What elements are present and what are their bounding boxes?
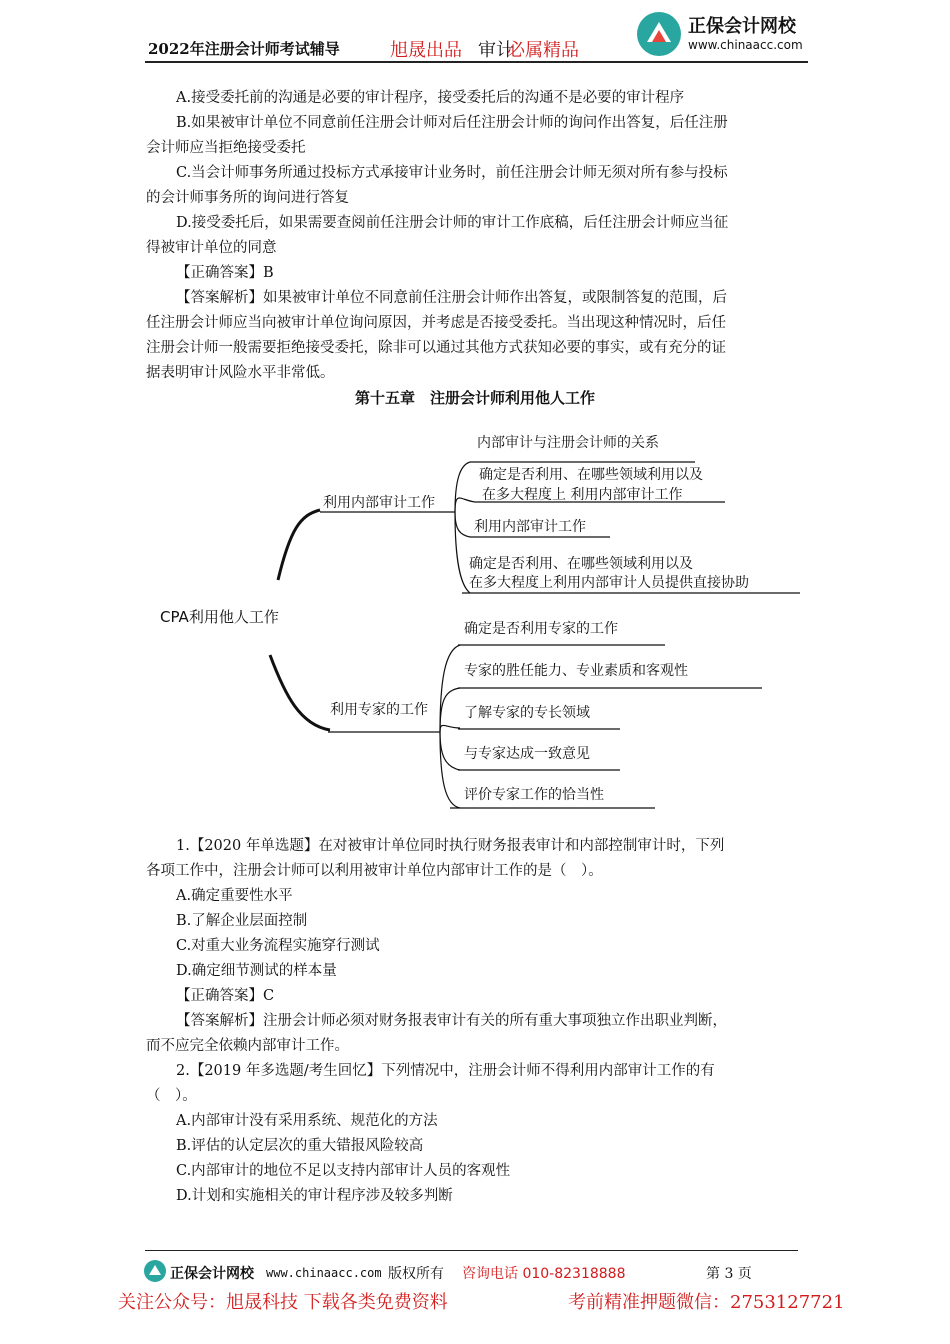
q2-option-d: D.计划和实施相关的审计程序涉及较多判断 [176, 1188, 453, 1204]
mindmap-root: CPA利用他人工作 [160, 608, 279, 626]
mindmap-branch-internal-audit: 利用内部审计工作 [323, 495, 435, 511]
option-d-line1: D.接受委托后，如果需要查阅前任注册会计师的审计工作底稿，后任注册会计师应当征 [176, 215, 729, 231]
header-brand-2: 必属精品 [507, 40, 579, 61]
footer-hotline: 咨询电话 010-82318888 [462, 1266, 626, 1282]
option-b-line1: B.如果被审计单位不同意前任注册会计师对后任注册会计师的询问作出答复，后任注册 [176, 115, 728, 131]
school-logo-icon [637, 12, 681, 56]
q1-explanation-line2: 而不应完全依赖内部审计工作。 [146, 1038, 349, 1054]
mindmap-node: 确定是否利用、在哪些领域利用以及 [469, 556, 693, 572]
q2-stem-line2: （ ）。 [146, 1088, 197, 1104]
footer-logo-icon [144, 1260, 166, 1282]
explanation-line4: 据表明审计风险水平非常低。 [146, 365, 335, 381]
option-b-line2: 会计师应当拒绝接受委托 [146, 140, 306, 156]
option-d-line2: 得被审计单位的同意 [146, 240, 277, 256]
mindmap-node: 评价专家工作的恰当性 [464, 787, 604, 803]
q1-explanation-line1: 【答案解析】注册会计师必须对财务报表审计有关的所有重大事项独立作出职业判断， [176, 1013, 727, 1029]
mindmap-node: 在多大程度上利用内部审计人员提供直接协助 [469, 575, 749, 591]
mindmap-node: 确定是否利用、在哪些领域利用以及 [479, 467, 703, 483]
header-divider [145, 61, 808, 63]
q2-option-b: B.评估的认定层次的重大错报风险较高 [176, 1138, 424, 1154]
q1-stem-line2: 各项工作中，注册会计师可以利用被审计单位内部审计工作的是（ ）。 [146, 863, 603, 879]
school-name: 正保会计网校 [688, 16, 796, 37]
header-title: 2022年注册会计师考试辅导 [148, 40, 340, 58]
footer-school: 正保会计网校 [170, 1266, 254, 1282]
page-number: 第 3 页 [706, 1266, 752, 1282]
explanation-line1: 【答案解析】如果被审计单位不同意前任注册会计师作出答复，或限制答复的范围，后 [176, 290, 727, 306]
q1-option-a: A.确定重要性水平 [176, 888, 293, 904]
q1-option-c: C.对重大业务流程实施穿行测试 [176, 938, 380, 954]
q1-option-d: D.确定细节测试的样本量 [176, 963, 337, 979]
explanation-line3: 注册会计师一般需要拒绝接受委托，除非可以通过其他方式获知必要的事实，或有充分的证 [146, 340, 726, 356]
q2-option-a: A.内部审计没有采用系统、规范化的方法 [176, 1113, 438, 1129]
mindmap-node: 专家的胜任能力、专业素质和客观性 [464, 663, 688, 679]
mindmap-node: 了解专家的专长领域 [464, 705, 590, 721]
footer-rights: 版权所有 [388, 1266, 444, 1282]
mindmap-node: 内部审计与注册会计师的关系 [477, 435, 659, 451]
mindmap-node: 与专家达成一致意见 [464, 746, 590, 762]
option-a: A.接受委托前的沟通是必要的审计程序，接受委托后的沟通不是必要的审计程序 [176, 90, 685, 106]
chapter-title: 第十五章 注册会计师利用他人工作 [354, 389, 595, 407]
q1-stem-line1: 1.【2020 年单选题】在对被审计单位同时执行财务报表审计和内部控制审计时，下列 [176, 838, 725, 854]
correct-answer: 【正确答案】B [176, 265, 274, 281]
explanation-line2: 任注册会计师应当向被审计单位询问原因，并考虑是否接受委托。当出现这种情况时，后任 [146, 315, 726, 331]
mindmap-node: 确定是否利用专家的工作 [464, 621, 618, 637]
promo-left: 关注公众号：旭晟科技 下载各类免费资料 [118, 1292, 448, 1313]
footer-url[interactable]: www.chinaacc.com [266, 1266, 382, 1280]
promo-right: 考前精准押题微信：2753127721 [568, 1292, 845, 1313]
mindmap-node: 在多大程度上 利用内部审计工作 [482, 487, 683, 503]
mindmap-branch-expert: 利用专家的工作 [330, 702, 428, 718]
option-c-line2: 的会计师事务所的询问进行答复 [146, 190, 349, 206]
school-url: www.chinaacc.com [688, 38, 803, 52]
mindmap-node: 利用内部审计工作 [474, 519, 586, 535]
footer-divider [145, 1250, 798, 1251]
q2-stem-line1: 2.【2019 年多选题/考生回忆】下列情况中，注册会计师不得利用内部审计工作的有 [176, 1063, 715, 1079]
header-brand: 旭晟出品 [390, 40, 462, 61]
q1-option-b: B.了解企业层面控制 [176, 913, 308, 929]
q2-option-c: C.内部审计的地位不足以支持内部审计人员的客观性 [176, 1163, 511, 1179]
header-subject: 审计 [478, 40, 514, 61]
option-c-line1: C.当会计师事务所通过投标方式承接审计业务时，前任注册会计师无须对所有参与投标 [176, 165, 728, 181]
q1-answer: 【正确答案】C [176, 988, 275, 1004]
